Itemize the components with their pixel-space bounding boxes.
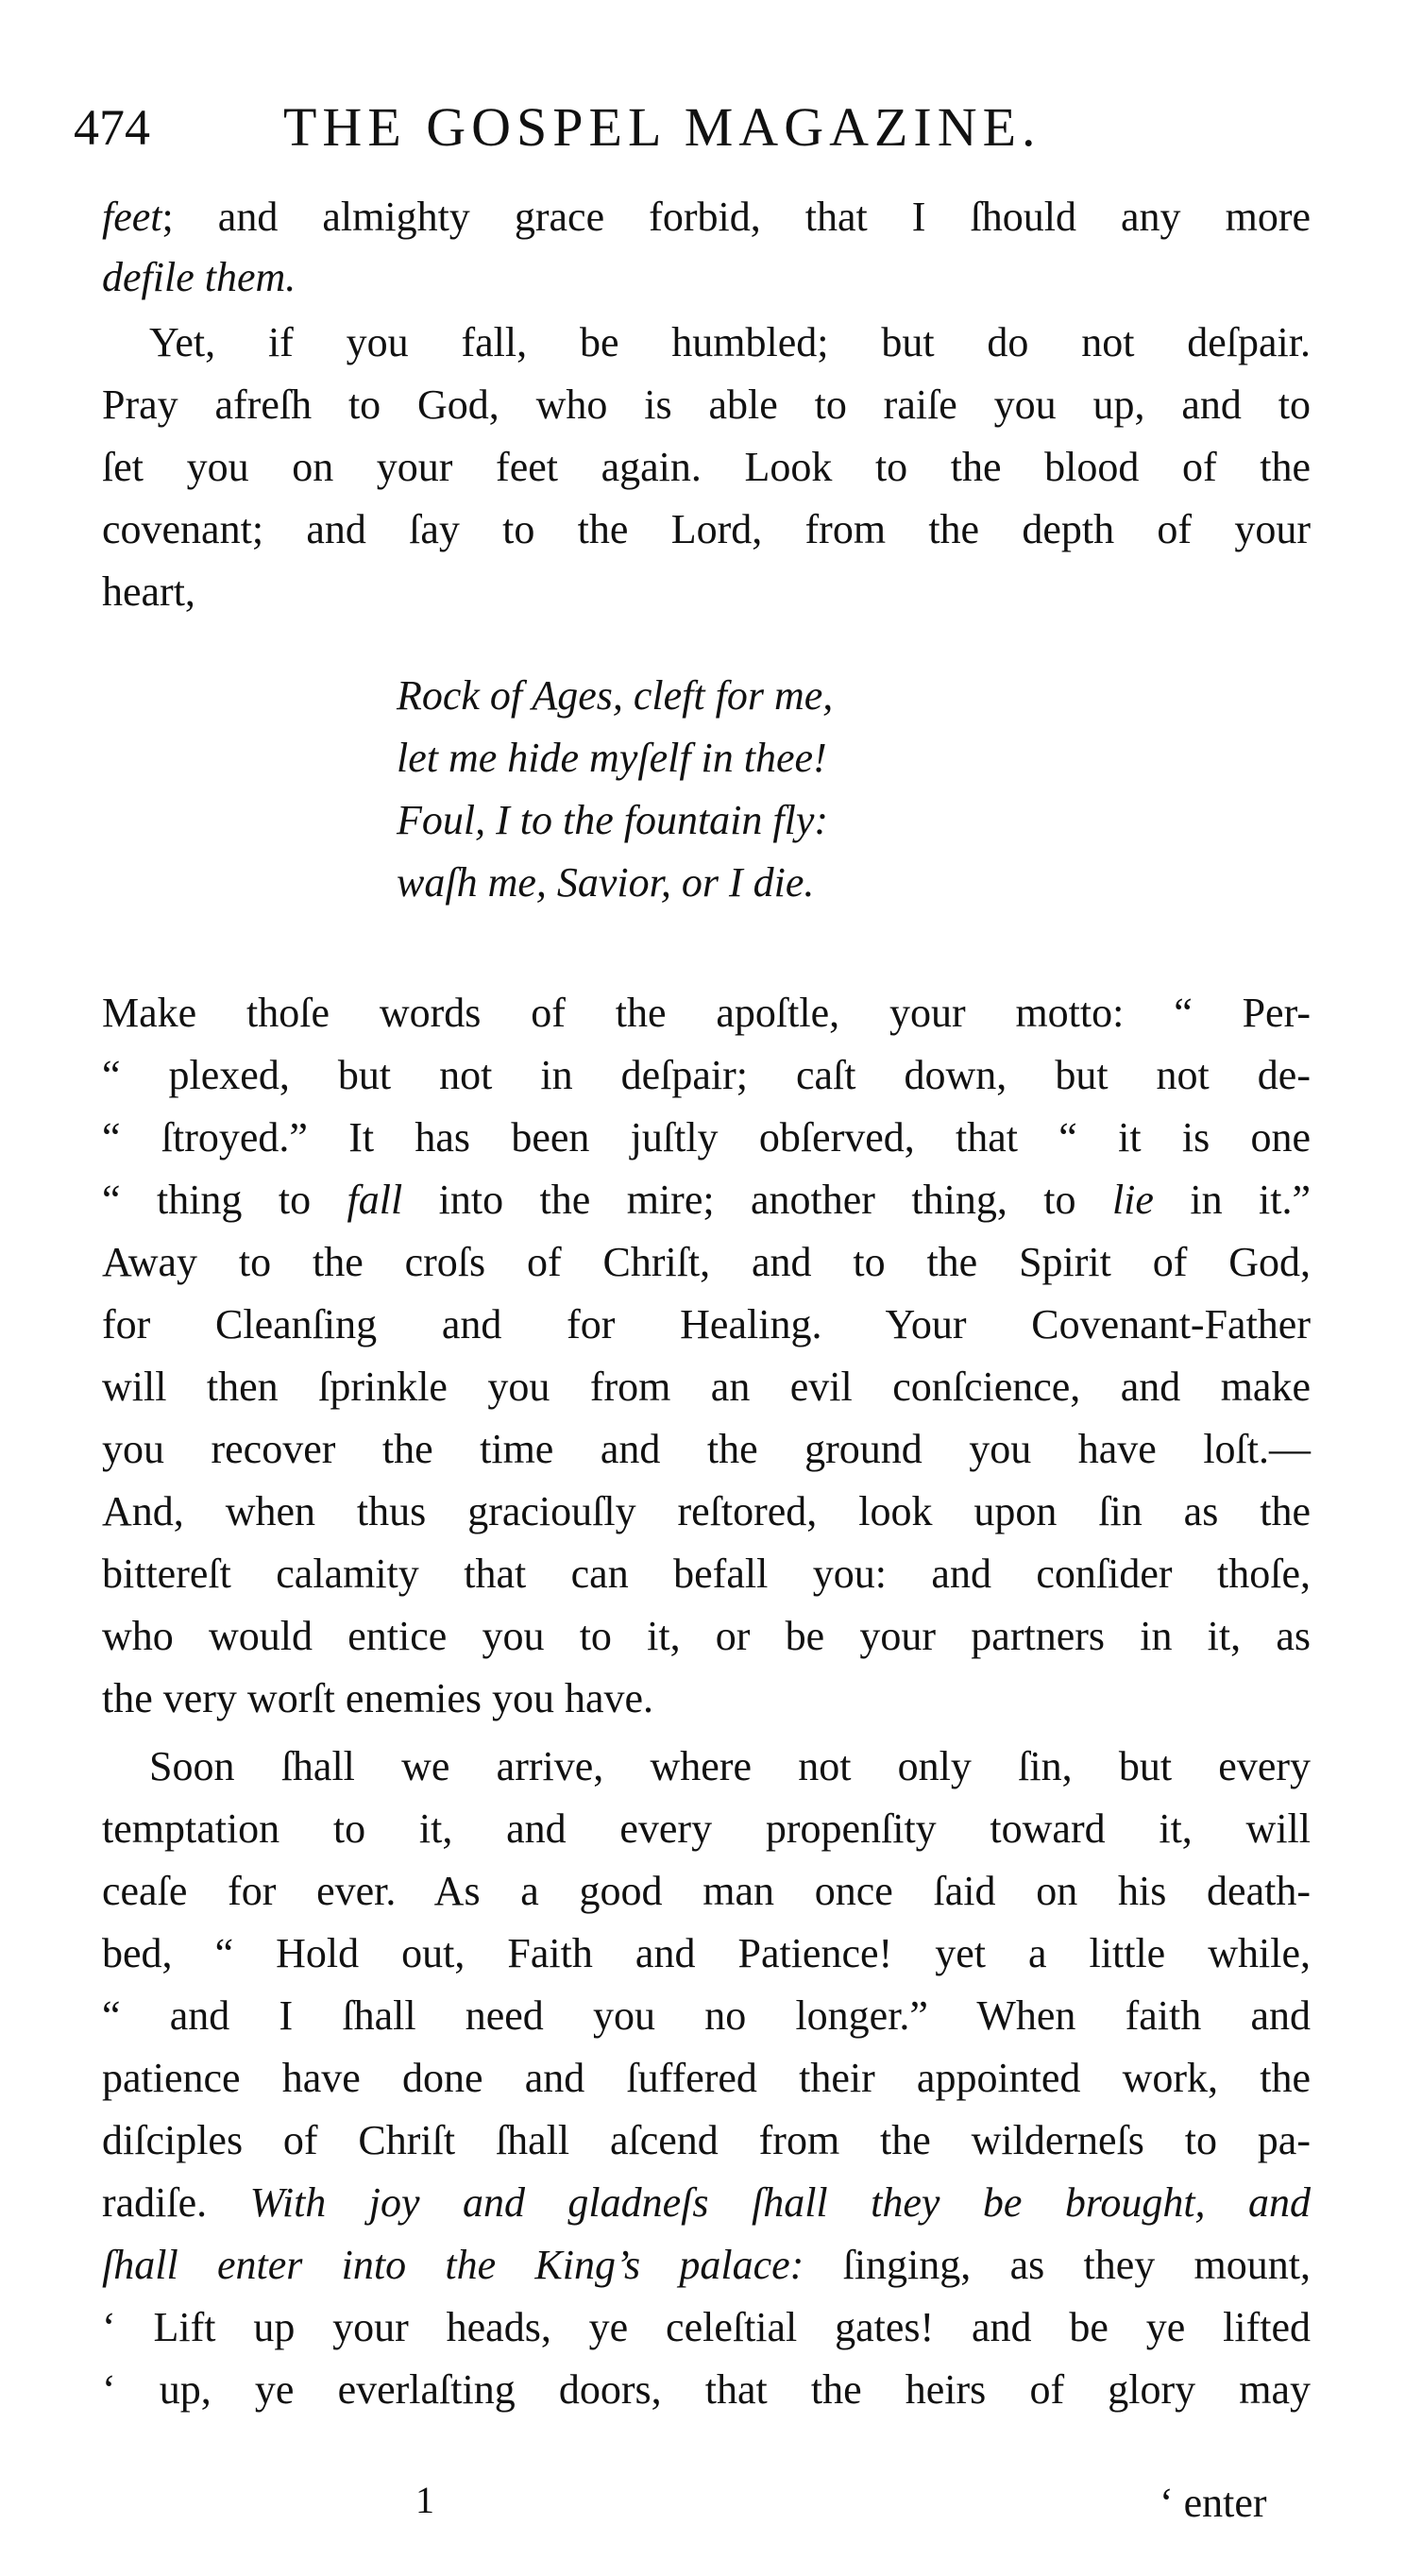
page-number: 474 [74, 99, 150, 156]
text-run: Away to the croſs of Chriſt, and to the Spirit of God, [102, 1239, 1311, 1285]
text-run: “ and I ſhall need you no longer.” When faith and [102, 1992, 1311, 2039]
verse-line: waſh me, Savior, or I die. [397, 859, 815, 906]
text-run: you recover the time and the ground you have loſt.— [102, 1426, 1311, 1472]
text-run: ceaſe for ever. As a good man once ſaid on his death- [102, 1868, 1311, 1914]
paragraph3-line [102, 1668, 1311, 1730]
signature-mark: 1 [415, 2479, 434, 2521]
paragraph4-line [102, 2234, 1311, 2296]
text-run: “ thing to [102, 1177, 347, 1223]
verse-line: Foul, I to the fountain fly: [397, 797, 829, 843]
text-run: for Cleanſing and for Healing. Your Covenant-Father [102, 1301, 1311, 1347]
running-head-title: THE GOSPEL MAGAZINE. [283, 96, 1041, 158]
paragraph4-line [102, 2296, 1311, 2359]
paragraph3-line [102, 1356, 1311, 1418]
paragraph3-line [102, 982, 1311, 1044]
paragraph3-line [102, 1231, 1311, 1294]
text-run: “ ſtroyed.” It has been juſtly obſerved, that “ it is one [102, 1114, 1311, 1161]
text-run: ‘ Lift up your heads, ye celeſtial gates! and be ye lifted [102, 2304, 1311, 2350]
paragraph1-line [102, 246, 1311, 309]
paragraph2-line: Yet, if you fall, be humbled; but do not deſpair. [149, 319, 1311, 365]
paragraph3-line [102, 1418, 1311, 1481]
text-run: bed, “ Hold out, Faith and Patience! yet a little while, [102, 1930, 1311, 1976]
paragraph4-line [102, 2110, 1311, 2172]
paragraph4-line [102, 2047, 1311, 2110]
italic-text-run: feet [102, 194, 162, 240]
verse-line: Rock of Ages, cleft for me, [397, 672, 834, 719]
paragraph4-line [149, 1736, 1311, 1798]
verse-line: let me hide myſelf in thee! [397, 735, 827, 781]
paragraph3-line [102, 1605, 1311, 1668]
text-run: who would entice you to it, or be your partners in it, as [102, 1613, 1311, 1659]
paragraph3-line [102, 1294, 1311, 1356]
paragraph1-line [102, 186, 1311, 248]
italic-text-run: With joy and gladneſs ſhall they be brought, and [249, 2179, 1311, 2226]
italic-text-run: defile them. [102, 254, 296, 300]
paragraph3-line [102, 1107, 1311, 1169]
paragraph4-line [102, 1798, 1311, 1860]
text-run: the very worſt enemies you have. [102, 1675, 654, 1721]
text-run: ‘ up, ye everlaſting doors, that the heirs of glory may [102, 2366, 1311, 2413]
italic-text-run: ſhall enter into the King’s palace: [102, 2242, 804, 2288]
text-run: into the mire; another thing, to [402, 1177, 1112, 1223]
text-run: patience have done and ſuffered their appointed work, the [102, 2055, 1311, 2101]
text-run: will then ſprinkle you from an evil conſcience, and make [102, 1364, 1311, 1410]
text-run: radiſe. [102, 2179, 250, 2226]
paragraph4-line [102, 1860, 1311, 1923]
paragraph4-line [102, 1985, 1311, 2047]
text-run: “ plexed, but not in deſpair; caſt down, but not de- [102, 1052, 1311, 1098]
text-run: ſinging, as they mount, [804, 2242, 1311, 2288]
paragraph2-line: Pray afreſh to God, who is able to raiſe you up, and to [102, 381, 1311, 428]
catchword: ‘ enter [1160, 2480, 1267, 2526]
text-run: ; and almighty grace forbid, that I ſhould any more [161, 194, 1311, 240]
paragraph4-line [102, 2172, 1311, 2234]
text-run: in it.” [1153, 1177, 1311, 1223]
paragraph3-line [102, 1481, 1311, 1543]
paragraph3-line [102, 1169, 1311, 1231]
italic-text-run: lie [1111, 1177, 1154, 1223]
paragraph2-line: ſet you on your feet again. Look to the blood of the [102, 444, 1311, 490]
paragraph3-line [102, 1543, 1311, 1605]
page-header [74, 90, 1320, 165]
text-run: Make thoſe words of the apoſtle, your motto: “ Per- [102, 990, 1311, 1036]
paragraph4-line [102, 2359, 1311, 2421]
paragraph2-line: heart, [102, 568, 195, 615]
text-run: diſciples of Chriſt ſhall aſcend from the wilderneſs to pa- [102, 2117, 1311, 2163]
text-run: Soon ſhall we arrive, where not only ſin, but every [149, 1743, 1311, 1789]
paragraph2-line: covenant; and ſay to the Lord, from the depth of your [102, 506, 1311, 552]
text-run: And, when thus graciouſly reſtored, look upon ſin as the [102, 1488, 1311, 1534]
text-run: bittereſt calamity that can befall you: and conſider thoſe, [102, 1551, 1311, 1597]
paragraph4-line [102, 1923, 1311, 1985]
text-run: temptation to it, and every propenſity toward it, will [102, 1805, 1311, 1852]
paragraph3-line [102, 1044, 1311, 1107]
italic-text-run: fall [347, 1177, 403, 1223]
